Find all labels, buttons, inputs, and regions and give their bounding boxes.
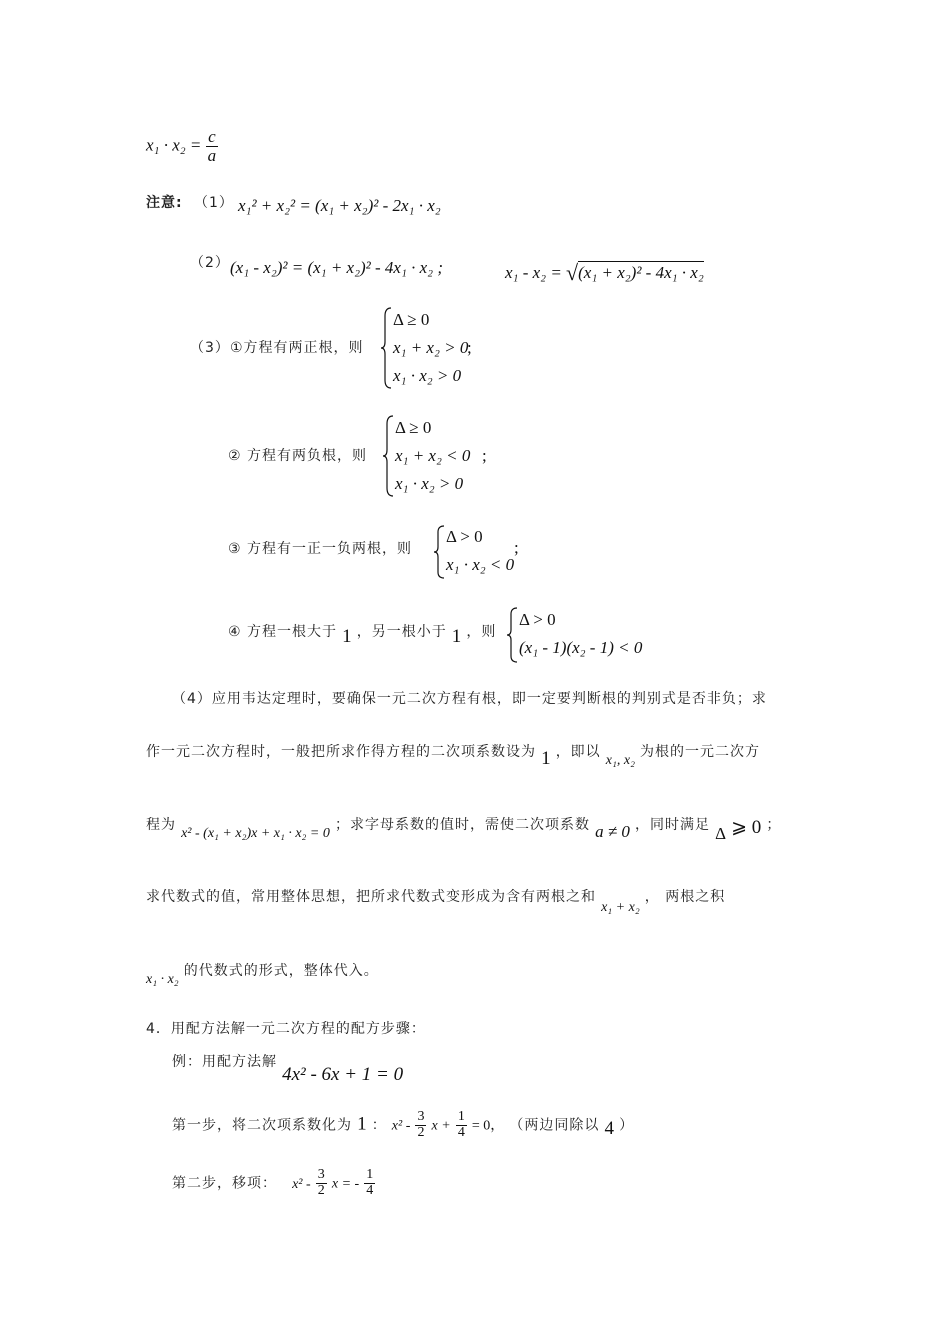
square-root bbox=[566, 258, 704, 284]
system-line: x₁ + x₂ < 0 bbox=[395, 446, 471, 465]
fraction-denominator: 4 bbox=[366, 1182, 374, 1198]
case-2-text: ② 方程有两负根，则 bbox=[228, 448, 368, 464]
step-2-text: 第二步，移项： bbox=[172, 1175, 277, 1192]
sqrt-lhs: x₁ - x₂ = bbox=[505, 263, 562, 282]
item-4-text: 的代数式的形式，整体代入。 bbox=[183, 963, 379, 979]
case-4-text-b: ，另一根小于 bbox=[356, 624, 447, 640]
fraction-three-halves bbox=[316, 1168, 327, 1198]
fraction-numerator: 3 bbox=[417, 1109, 425, 1124]
note-label: 注意: bbox=[146, 195, 183, 211]
number-four: 4 bbox=[604, 1117, 614, 1139]
case-3-system bbox=[434, 524, 544, 580]
item-4-text: ， 两根之积 bbox=[644, 889, 726, 905]
delta-symbol: Δ bbox=[715, 824, 727, 843]
radical-sign-icon: √ bbox=[566, 260, 579, 285]
case-4-text-a: ④ 方程一根大于 bbox=[228, 624, 338, 640]
case-1-text: ①方程有两正根，则 bbox=[230, 340, 364, 356]
case-4-system bbox=[507, 606, 667, 664]
number-one: 1 bbox=[451, 626, 462, 647]
example-equation: 4x² - 6x + 1 = 0 bbox=[282, 1064, 404, 1085]
item-4-text: ； bbox=[766, 817, 782, 833]
case-3-text: ③ 方程有一正一负两根，则 bbox=[228, 541, 413, 557]
item-4-text: ，同时满足 bbox=[635, 817, 710, 833]
fraction-numerator: 3 bbox=[317, 1167, 325, 1182]
example-label: 例：用配方法解 bbox=[172, 1054, 277, 1070]
system-line: x₁ + x₂ > 0 bbox=[393, 338, 469, 357]
system-line: Δ > 0 bbox=[446, 527, 483, 546]
case-1-tail: ; bbox=[467, 338, 472, 357]
fraction-three-halves bbox=[415, 1110, 426, 1140]
note-item-1-formula: x₁² + x₂² = (x₁ + x₂)² - 2x₁ · x₂ bbox=[238, 196, 441, 215]
fraction-numerator: c bbox=[206, 128, 219, 147]
step-1-equation-part: = 0， bbox=[471, 1118, 505, 1134]
note-item-1-number: （1） bbox=[194, 195, 234, 211]
item-4-text: 求代数式的值，常用整体思想，把所求代数式变形成为含有两根之和 bbox=[146, 889, 596, 905]
item-4-text: 为根的一元二次方 bbox=[640, 744, 761, 760]
system-line: Δ ≥ 0 bbox=[395, 418, 432, 437]
note-item-2-number: （2） bbox=[190, 255, 230, 271]
condition-a-not-zero: a ≠ 0 bbox=[595, 822, 630, 841]
system-line: Δ ≥ 0 bbox=[393, 310, 430, 329]
sum-of-roots: x₁ + x₂ bbox=[601, 900, 640, 915]
left-brace-icon bbox=[434, 524, 446, 580]
step-1-note-close: ） bbox=[619, 1117, 635, 1134]
step-1-note: （两边同除以 bbox=[509, 1117, 600, 1134]
fraction-numerator: 1 bbox=[366, 1167, 374, 1182]
fraction-denominator: 2 bbox=[417, 1124, 425, 1140]
fraction-denominator: 2 bbox=[317, 1182, 325, 1198]
step-1-line bbox=[172, 1110, 634, 1140]
case-4-text-c: ，则 bbox=[466, 624, 497, 640]
step-2-line bbox=[172, 1168, 375, 1198]
left-brace-icon bbox=[381, 306, 393, 390]
note-item-3-number: （3） bbox=[190, 340, 230, 356]
example-line bbox=[172, 1050, 404, 1085]
fraction-denominator: 4 bbox=[457, 1124, 465, 1140]
step-1-equation-part: x² - bbox=[391, 1118, 411, 1134]
item-4-line-3 bbox=[146, 812, 782, 843]
product-of-roots: x₁ · x₂ bbox=[146, 972, 179, 987]
item-4-line-5 bbox=[146, 960, 379, 987]
fraction-denominator: a bbox=[207, 145, 217, 165]
case-3-tail: ; bbox=[514, 538, 519, 557]
system-line: Δ > 0 bbox=[519, 610, 556, 629]
vieta-product-formula bbox=[146, 128, 218, 165]
number-one: 1 bbox=[357, 1113, 367, 1135]
fraction-numerator: 1 bbox=[457, 1109, 465, 1124]
step-1-equation-part: x + bbox=[431, 1118, 451, 1134]
constructed-equation: x² - (x₁ + x₂)x + x₁ · x₂ = 0 bbox=[181, 826, 330, 841]
case-1-system bbox=[381, 306, 501, 390]
formula-lhs: x₁ · x₂ = bbox=[146, 135, 202, 155]
item-4-text: 程为 bbox=[146, 817, 176, 833]
geq-zero: ⩾ 0 bbox=[731, 817, 762, 838]
step-2-equation-part: x² - bbox=[292, 1176, 311, 1192]
note-item-2-formula-a: (x₁ - x₂)² = (x₁ + x₂)² - 4x₁ · x₂ ; bbox=[230, 258, 443, 277]
left-brace-icon bbox=[383, 414, 395, 498]
step-1-colon: ： bbox=[371, 1117, 387, 1134]
step-2-equation-part: x = - bbox=[331, 1176, 360, 1192]
roots-x1-x2: x₁, x₂ bbox=[605, 753, 635, 768]
system-line: x₁ · x₂ > 0 bbox=[395, 474, 464, 493]
fraction-one-quarter bbox=[364, 1168, 375, 1198]
fraction-c-over-a bbox=[206, 128, 219, 165]
item-4-text: ；求字母系数的值时，需使二次项系数 bbox=[334, 817, 590, 833]
item-4-line-2 bbox=[146, 740, 761, 769]
item-4-line-1: （4）应用韦达定理时，要确保一元二次方程有根，即一定要判断根的判别式是否非负；求 bbox=[172, 691, 767, 707]
note-item-2-formula-b bbox=[505, 258, 704, 284]
case-2-tail: ; bbox=[482, 446, 487, 465]
item-4-line-4 bbox=[146, 886, 726, 915]
section-4-title: 4．用配方法解一元二次方程的配方步骤： bbox=[146, 1021, 426, 1037]
item-4-text: 作一元二次方程时，一般把所求作得方程的二次项系数设为 bbox=[146, 744, 536, 760]
system-line: (x₁ - 1)(x₂ - 1) < 0 bbox=[519, 638, 643, 657]
system-line: x₁ · x₂ > 0 bbox=[393, 366, 462, 385]
item-4-text: ，即以 bbox=[555, 744, 601, 760]
number-one: 1 bbox=[342, 626, 352, 647]
fraction-one-quarter bbox=[456, 1110, 467, 1140]
system-line: x₁ · x₂ < 0 bbox=[446, 555, 515, 574]
number-one: 1 bbox=[541, 748, 551, 769]
radicand: (x₁ + x₂)² - 4x₁ · x₂ bbox=[578, 263, 704, 282]
step-1-text: 第一步，将二次项系数化为 bbox=[172, 1117, 352, 1134]
left-brace-icon bbox=[507, 606, 519, 664]
case-4-line bbox=[228, 620, 497, 647]
